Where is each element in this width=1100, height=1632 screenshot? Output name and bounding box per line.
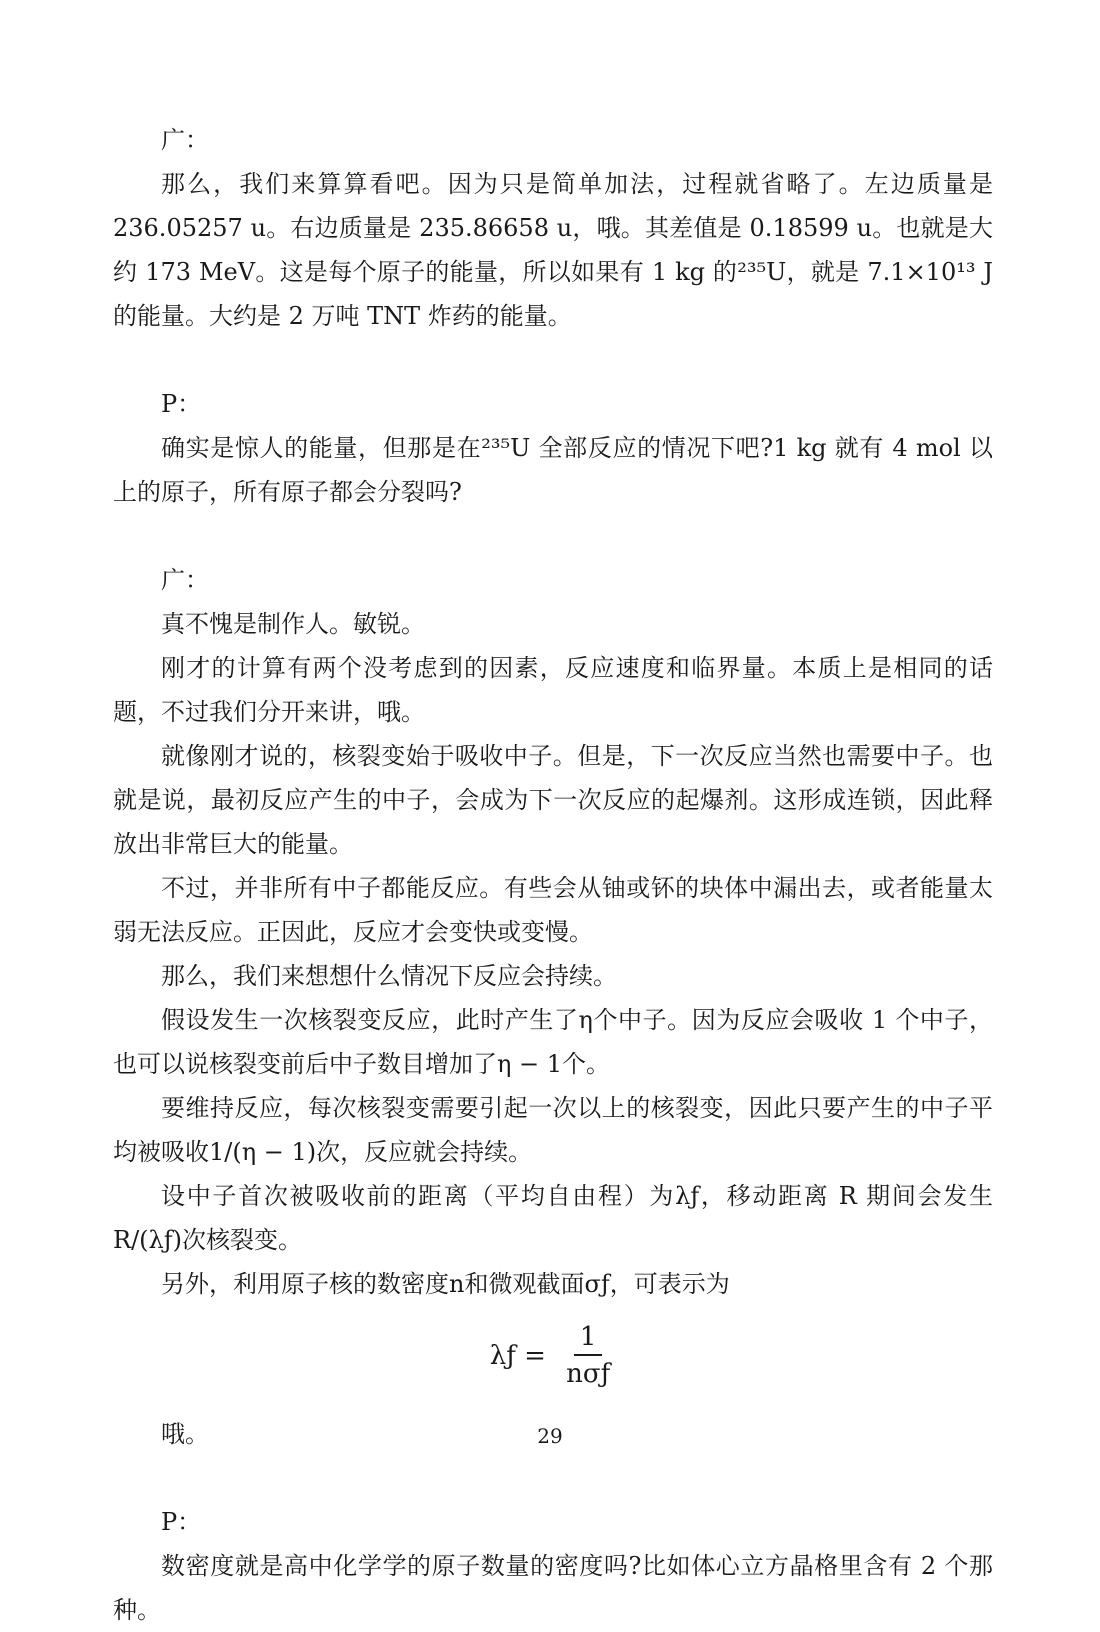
paragraph: 要维持反应，每次核裂变需要引起一次以上的核裂变，因此只要产生的中子平均被吸收1/(η − 1)次，反应就会持续。 <box>113 1094 993 1166</box>
paragraph: 不过，并非所有中子都能反应。有些会从铀或钚的块体中漏出去，或者能量太弱无法反应。正因此，反应才会变快或变慢。 <box>113 874 993 946</box>
speaker-label: 广： <box>161 126 209 154</box>
document-body <box>113 118 993 1632</box>
paragraph: 假设发生一次核裂变反应，此时产生了η个中子。因为反应会吸收 1 个中子，也可以说核裂变前后中子数目增加了η − 1个。 <box>113 1006 993 1078</box>
paragraph: 另外，利用原子核的数密度n和微观截面σƒ，可表示为 <box>161 1270 730 1298</box>
paragraph: 就像刚才说的，核裂变始于吸收中子。但是，下一次反应当然也需要中子。也就是说，最初反应产生的中子，会成为下一次反应的起爆剂。这形成连锁，因此释放出非常巨大的能量。 <box>113 742 993 858</box>
speaker-label: P： <box>161 1508 202 1536</box>
paragraph: 那么，我们来算算看吧。因为只是简单加法，过程就省略了。左边质量是236.05257 u。右边质量是 235.86658 u，哦。其差值是 0.18599 u。也就是大约 173 MeV。这是每个原子的能量，所以如果有 1 kg 的²³⁵U，就是 7.1×10¹³ J 的能量。大约是 2 万吨 TNT 炸药的能量。 <box>113 170 993 330</box>
page-number: 29 <box>537 1424 563 1448</box>
paragraph: 真不愧是制作人。敏锐。 <box>161 610 425 638</box>
spacer <box>113 514 993 558</box>
speaker-label: 广： <box>161 566 209 594</box>
paragraph: 设中子首次被吸收前的距离（平均自由程）为λƒ，移动距离 R 期间会发生R/(λƒ)次核裂变。 <box>113 1182 993 1254</box>
spacer <box>113 338 993 382</box>
paragraph: 哦。 <box>161 1420 209 1448</box>
formula-numerator: 1 <box>574 1320 603 1356</box>
formula-lhs: λƒ = <box>489 1341 546 1371</box>
formula-fraction <box>560 1320 616 1392</box>
paragraph: 刚才的计算有两个没考虑到的因素，反应速度和临界量。本质上是相同的话题，不过我们分开来讲，哦。 <box>113 654 993 726</box>
speaker-label: P： <box>161 390 202 418</box>
spacer <box>113 1456 993 1500</box>
paragraph: 确实是惊人的能量，但那是在²³⁵U 全部反应的情况下吧?1 kg 就有 4 mol 以上的原子，所有原子都会分裂吗? <box>113 434 993 506</box>
paragraph: 那么，我们来想想什么情况下反应会持续。 <box>161 962 617 990</box>
formula-denominator: nσƒ <box>566 1359 611 1389</box>
mean-free-path-formula <box>113 1320 993 1404</box>
paragraph: 数密度就是高中化学学的原子数量的密度吗?比如体心立方晶格里含有 2 个那种。 <box>113 1552 993 1624</box>
